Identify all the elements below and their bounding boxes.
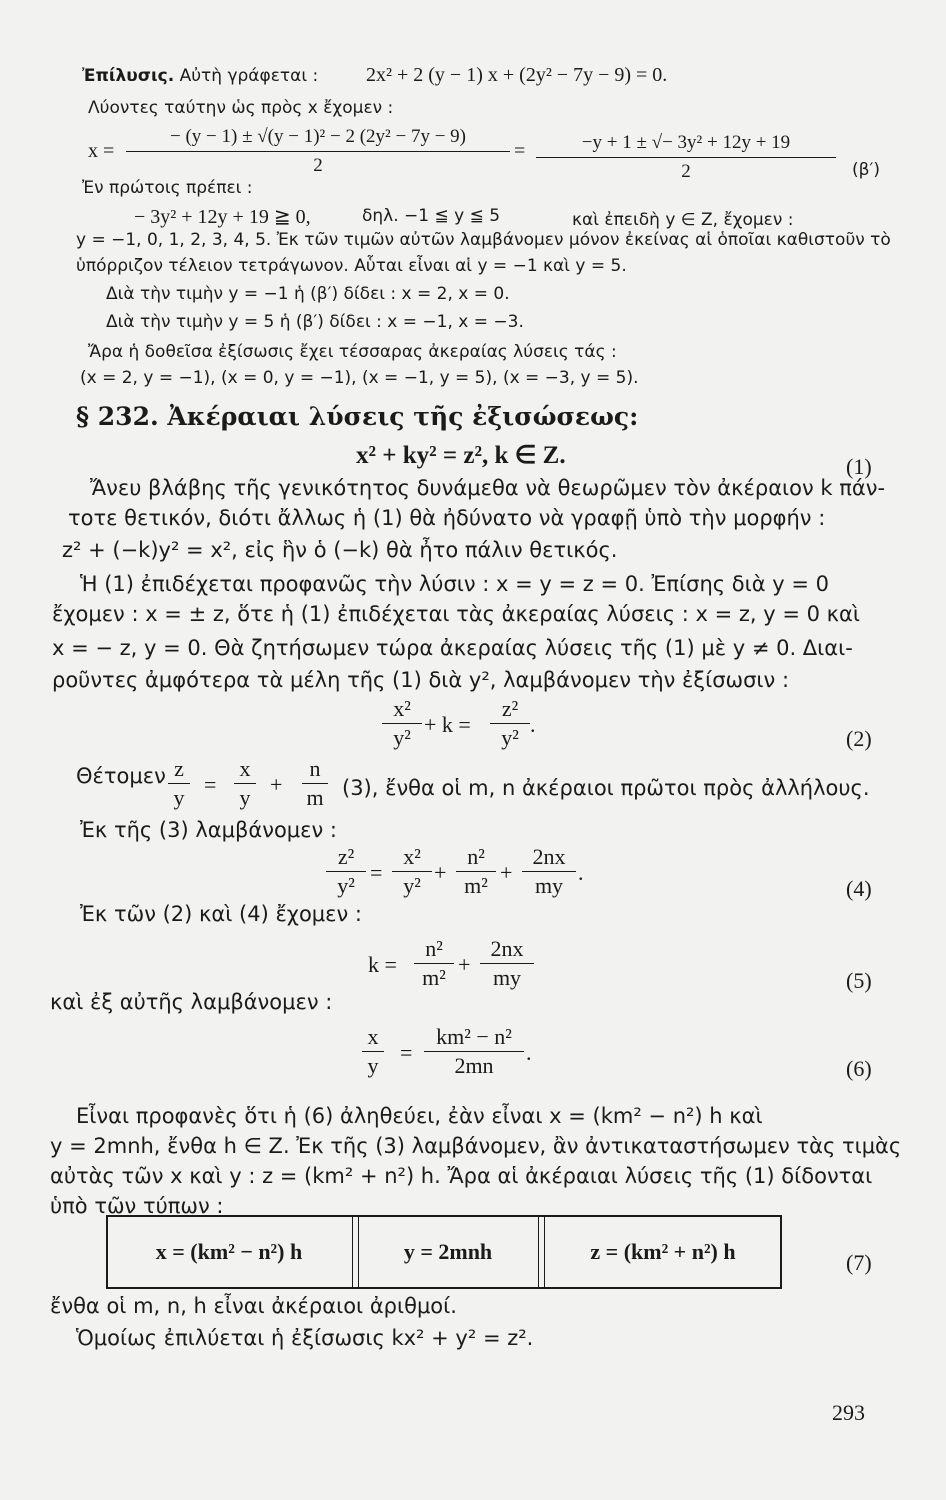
formula-x: x = (km² − n²) h [155, 1239, 303, 1264]
paragraph-2-line-2: ἔχομεν : x = ± z, ὅτε ἡ (1) ἐπιδέχεται τὰς ἀκεραίας λύσεις : x = z, y = 0 καὶ [52, 602, 860, 626]
case-y-minus-1: Διὰ τὴν τιμὴν y = −1 ἡ (β′) δίδει : x = 2, x = 0. [106, 284, 510, 304]
fraction-numerator: −y + 1 ± √− 3y² + 12y + 19 [581, 132, 791, 153]
inequality: − 3y² + 12y + 19 ≧ 0, [134, 206, 311, 228]
conclusion-text: Ἄρα ἡ δοθεῖσα ἐξίσωσις ἔχει τέσσαρας ἀκεραίας λύσεις τάς : [88, 342, 617, 362]
fraction-bar [480, 963, 534, 964]
fraction-bar [126, 151, 510, 152]
eq4-plus-2: + [500, 860, 513, 885]
set-denominator-y: y [173, 785, 185, 810]
fraction-bar [424, 1051, 524, 1052]
eq6-den-y: y [367, 1053, 379, 1078]
fraction-denominator: 2 [681, 161, 691, 182]
eq2-denominator-left: y² [393, 725, 411, 750]
quadratic-fraction-1 [126, 124, 510, 179]
eq4-fraction-n2-m2 [456, 844, 496, 899]
paragraph-2-line-1: Ἡ (1) ἐπιδέχεται προφανῶς τὴν λύσιν : x = y = z = 0. Ἐπίσης διὰ y = 0 [80, 572, 829, 596]
values-line: y = −1, 0, 1, 2, 3, 4, 5. Ἐκ τῶν τιμῶν αὐτῶν λαμβάνομεν μόνον ἐκείνας αἱ ὁποῖαι καθιστοῦν τὸ [76, 230, 891, 250]
paragraph-2-line-3: x = − z, y = 0. Θὰ ζητήσωμεν τώρα ἀκεραίας λύσεις τῆς (1) μὲ y ≠ 0. Διαι- [52, 636, 853, 660]
fraction-bar [490, 723, 530, 724]
equation-number-6: (6) [846, 1056, 872, 1081]
fraction-bar [414, 963, 454, 964]
equation-number-7: (7) [846, 1250, 872, 1275]
solving-text: Λύοντες ταύτην ὡς πρὸς x ἔχομεν : [88, 98, 394, 118]
fraction-bar [362, 1051, 384, 1052]
section-heading: § 232. Ἀκέραιαι λύσεις τῆς ἐξισώσεως: [76, 402, 639, 431]
fraction-bar [302, 783, 328, 784]
where-text: ἔνθα οἱ m, n, h εἶναι ἀκέραιοι ἀριθμοί. [50, 1294, 457, 1318]
integer-condition: καὶ ἐπειδὴ y ∈ Z, ἔχομεν : [572, 210, 794, 230]
eq2-denominator-right: y² [501, 725, 519, 750]
eq6-period: . [526, 1040, 532, 1065]
from-eq3-text: Ἐκ τῆς (3) λαμβάνομεν : [80, 818, 338, 842]
solution-formulas-box [106, 1215, 782, 1289]
set-plus: + [270, 772, 283, 797]
fraction-bar [326, 871, 366, 872]
eq2-fraction-left [382, 696, 422, 751]
eq4-plus-1: + [434, 860, 447, 885]
x-lhs: x = [88, 140, 115, 162]
set-denominator-m: m [306, 785, 324, 810]
eq4-num-x2: x² [403, 844, 421, 869]
fraction-bar [536, 157, 836, 158]
from-eq2-eq4-text: Ἐκ τῶν (2) καὶ (4) ἔχομεν : [80, 902, 362, 926]
intro-equation: 2x² + 2 (y − 1) x + (2y² − 7y − 9) = 0. [366, 64, 668, 86]
first-condition-text: Ἐν πρώτοις πρέπει : [82, 178, 253, 198]
eq2-numerator-right: z² [501, 696, 519, 721]
equation-number-1: (1) [846, 454, 872, 479]
fraction-bar [234, 783, 256, 784]
paragraph-1-line-1: Ἄνευ βλάβης τῆς γενικότητος δυνάμεθα νὰ θεωρῶμεν τὸν ἀκέραιον k πάν- [90, 476, 886, 500]
set-numerator-x: x [239, 756, 251, 781]
eq4-fraction-z2-y2 [326, 844, 366, 899]
inequality-text: δηλ. −1 ≦ y ≦ 5 [362, 206, 501, 226]
eq5-num-n2: n² [425, 936, 443, 961]
set-text: (3), ἔνθα οἱ m, n ἀκέραιοι πρῶτοι πρὸς ἀλλήλους. [342, 776, 870, 800]
fraction-bar [522, 871, 576, 872]
box-divider [538, 1217, 539, 1287]
eq6-equals: = [400, 1040, 413, 1065]
box-divider [544, 1217, 545, 1287]
eq5-den-my: my [492, 965, 522, 990]
quadratic-fraction-2 [536, 130, 836, 185]
formula-z: z = (km² + n²) h [590, 1239, 736, 1264]
set-label: Θέτομεν [76, 764, 166, 788]
section-equation: x² + ky² = z², k ∈ Z. [356, 442, 566, 469]
paragraph-3-line-3: αὐτὰς τῶν x καὶ y : z = (km² + n²) h. Ἄρα αἱ ἀκέραιαι λύσεις τῆς (1) δίδονται [50, 1164, 873, 1188]
eq4-den-y2: y² [337, 873, 355, 898]
paragraph-3-line-4: ὑπὸ τῶν τύπων : [50, 1194, 224, 1218]
eq5-den-m2: m² [422, 965, 446, 990]
page-number: 293 [832, 1400, 865, 1425]
fraction-bar [168, 783, 190, 784]
eq5-fraction-n2-m2 [414, 936, 454, 991]
solution-intro [82, 66, 318, 86]
eq6-num-x: x [367, 1024, 379, 1049]
equation-number-2: (2) [846, 726, 872, 751]
set-numerator-n: n [309, 756, 321, 781]
box-divider [358, 1217, 359, 1287]
eq4-num-2nx: 2nx [532, 844, 566, 869]
solution-intro-text: Αὐτὴ γράφεται : [179, 66, 319, 86]
similarly-text: Ὁμοίως ἐπιλύεται ἡ ἐξίσωσις kx² + y² = z². [76, 1326, 534, 1350]
eq4-fraction-2nx-my [522, 844, 576, 899]
from-it-text: καὶ ἐξ αὐτῆς λαμβάνομεν : [50, 990, 333, 1014]
eq2-fraction-right [490, 696, 530, 751]
eq4-num-z2: z² [337, 844, 355, 869]
equation-number-5: (5) [846, 968, 872, 993]
eq4-den-my: my [534, 873, 564, 898]
case-y-5: Διὰ τὴν τιμὴν y = 5 ἡ (β′) δίδει : x = −1, x = −3. [106, 312, 524, 332]
eq2-middle: + k = [424, 712, 471, 737]
perfect-square-line: ὑπόρριζον τέλειον τετράγωνον. Αὗται εἶναι αἱ y = −1 καὶ y = 5. [76, 256, 627, 276]
eq6-numerator: km² − n² [436, 1024, 512, 1049]
paragraph-2-line-4: ροῦντες ἀμφότερα τὰ μέλη τῆς (1) διὰ y², λαμβάνομεν τὴν ἐξίσωσιν : [52, 668, 790, 692]
equation-number-4: (4) [846, 876, 872, 901]
fraction-bar [392, 871, 432, 872]
equals-sign: = [514, 140, 526, 162]
paragraph-1-line-2: τοτε θετικόν, διότι ἄλλως ἡ (1) θὰ ἠδύνατο νὰ γραφῇ ὑπὸ τὴν μορφήν : [68, 506, 826, 530]
eq4-num-n2: n² [467, 844, 485, 869]
solution-label: Ἐπίλυσις. [82, 66, 175, 86]
eq6-fraction-x-y [362, 1024, 384, 1079]
paragraph-3-line-2: y = 2mnh, ἔνθα h ∈ Z. Ἐκ τῆς (3) λαμβάνομεν, ἂν ἀντικαταστήσωμεν τὰς τιμὰς [50, 1134, 902, 1158]
set-fraction-n-m [302, 756, 328, 811]
eq4-period: . [578, 860, 584, 885]
eq2-numerator-left: x² [393, 696, 411, 721]
fraction-bar [456, 871, 496, 872]
set-fraction-z-y [168, 756, 190, 811]
set-equals: = [204, 772, 217, 797]
eq5-k: k = [368, 952, 397, 977]
eq4-den-y2b: y² [403, 873, 421, 898]
fraction-numerator: − (y − 1) ± √(y − 1)² − 2 (2y² − 7y − 9) [169, 126, 466, 147]
paragraph-3-line-1: Εἶναι προφανὲς ὅτι ἡ (6) ἀληθεύει, ἐὰν εἶναι x = (km² − n²) h καὶ [76, 1104, 763, 1128]
eq2-period: . [530, 712, 536, 737]
eq5-num-2nx: 2nx [490, 936, 524, 961]
paragraph-1-line-3: z² + (−k)y² = x², εἰς ἣν ὁ (−k) θὰ ἦτο πάλιν θετικός. [62, 538, 618, 562]
set-denominator-y2: y [239, 785, 251, 810]
fraction-bar [382, 723, 422, 724]
eq6-fraction-main [424, 1024, 524, 1079]
eq4-equals: = [370, 860, 383, 885]
set-fraction-x-y [234, 756, 256, 811]
eq6-denominator: 2mn [454, 1053, 494, 1078]
solutions-list: (x = 2, y = −1), (x = 0, y = −1), (x = −1, y = 5), (x = −3, y = 5). [80, 368, 639, 388]
eq4-fraction-x2-y2 [392, 844, 432, 899]
formula-y: y = 2mnh [403, 1239, 493, 1264]
eq5-plus: + [458, 952, 471, 977]
equation-label-beta: (β′) [852, 160, 880, 180]
box-divider [352, 1217, 353, 1287]
eq5-fraction-2nx-my [480, 936, 534, 991]
eq4-den-m2: m² [464, 873, 488, 898]
set-numerator-z: z [174, 756, 184, 781]
fraction-denominator: 2 [313, 155, 323, 176]
